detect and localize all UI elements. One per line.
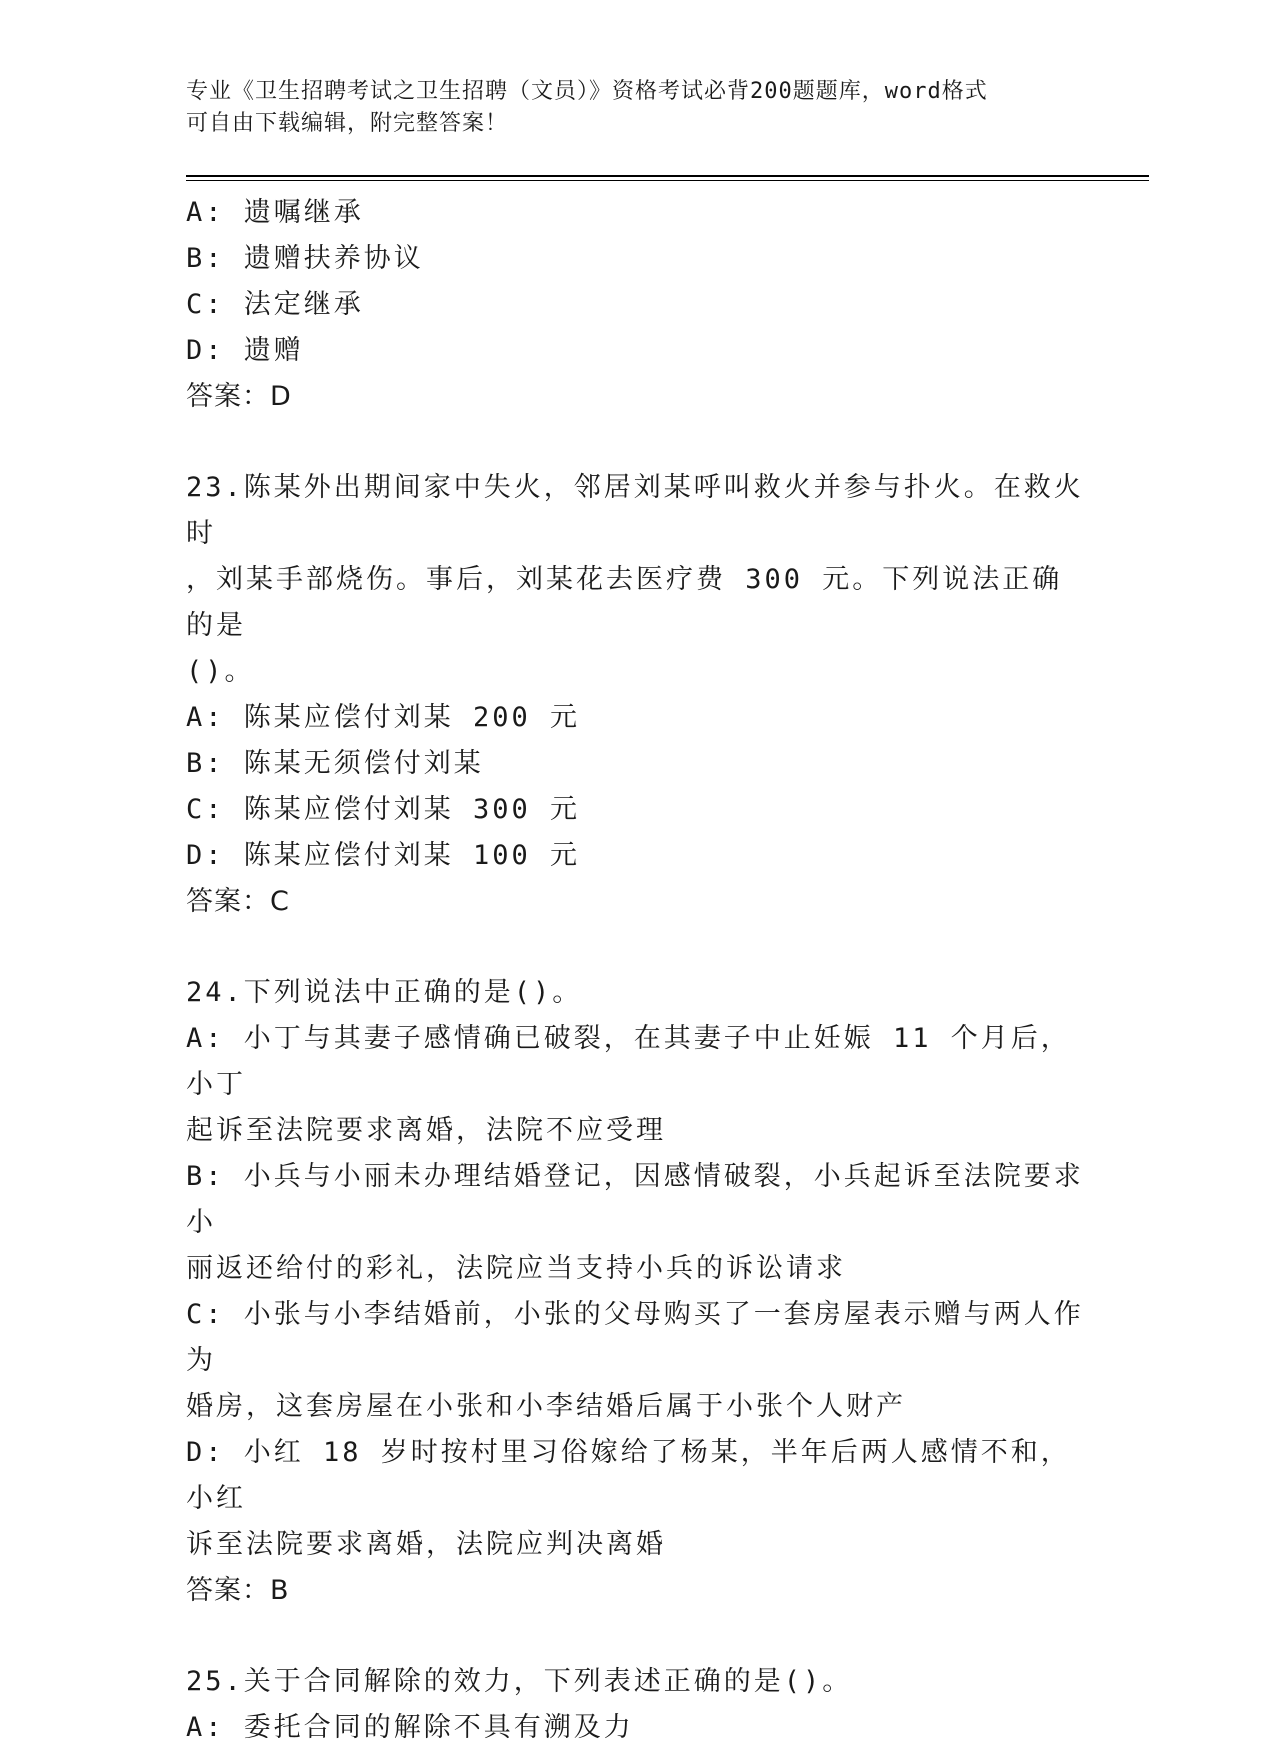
option-b: B: 陈某无须偿付刘某 (186, 748, 484, 779)
option-c-line-1: C: 小张与小李结婚前，小张的父母购买了一套房屋表示赠与两人作为 (186, 1299, 1084, 1376)
question-text-line: 23.陈某外出期间家中失火，邻居刘某呼叫救火并参与扑火。在救火时 (186, 472, 1084, 549)
answer-text: 答案：C (186, 886, 290, 917)
answer-text: 答案：B (186, 1575, 290, 1606)
option-a: A: 委托合同的解除不具有溯及力 (186, 1712, 634, 1743)
option-a: A: 陈某应偿付刘某 200 元 (186, 702, 581, 733)
option-c-line-2: 婚房，这套房屋在小张和小李结婚后属于小张个人财产 (186, 1391, 906, 1422)
header-line-2: 可自由下载编辑，附完整答案！ (186, 111, 509, 136)
header-divider (186, 175, 1149, 181)
option-d-line-2: 诉至法院要求离婚，法院应判决离婚 (186, 1529, 666, 1560)
question-block-24 (186, 970, 1086, 1614)
option-a: A: 遗嘱继承 (186, 197, 364, 228)
option-d: D: 遗赠 (186, 335, 304, 366)
option-b: B: 遗赠扶养协议 (186, 243, 424, 274)
header-line-1: 专业《卫生招聘考试之卫生招聘（文员）》资格考试必背200题题库，word格式 (186, 79, 988, 104)
question-text-line: 24.下列说法中正确的是()。 (186, 977, 583, 1008)
option-b-line-2: 丽返还给付的彩礼，法院应当支持小兵的诉讼请求 (186, 1253, 846, 1284)
option-b-line-1: B: 小兵与小丽未办理结婚登记，因感情破裂，小兵起诉至法院要求小 (186, 1161, 1084, 1238)
option-c: C: 陈某应偿付刘某 300 元 (186, 794, 581, 825)
question-block-22 (186, 190, 1086, 420)
answer-text: 答案：D (186, 381, 292, 412)
option-c: C: 法定继承 (186, 289, 364, 320)
question-text-line: ()。 (186, 656, 255, 687)
question-block-23 (186, 465, 1086, 925)
document-body (186, 190, 1086, 1751)
option-d: D: 陈某应偿付刘某 100 元 (186, 840, 581, 871)
question-text-line: ，刘某手部烧伤。事后，刘某花去医疗费 300 元。下列说法正确的是 (186, 564, 1063, 641)
option-a-line-1: A: 小丁与其妻子感情确已破裂，在其妻子中止妊娠 11 个月后，小丁 (186, 1023, 1071, 1100)
question-text-line: 25.关于合同解除的效力，下列表述正确的是()。 (186, 1666, 853, 1697)
document-header (186, 76, 1066, 140)
option-a-line-2: 起诉至法院要求离婚，法院不应受理 (186, 1115, 666, 1146)
question-block-25 (186, 1659, 1086, 1751)
option-d-line-1: D: 小红 18 岁时按村里习俗嫁给了杨某，半年后两人感情不和，小红 (186, 1437, 1071, 1514)
